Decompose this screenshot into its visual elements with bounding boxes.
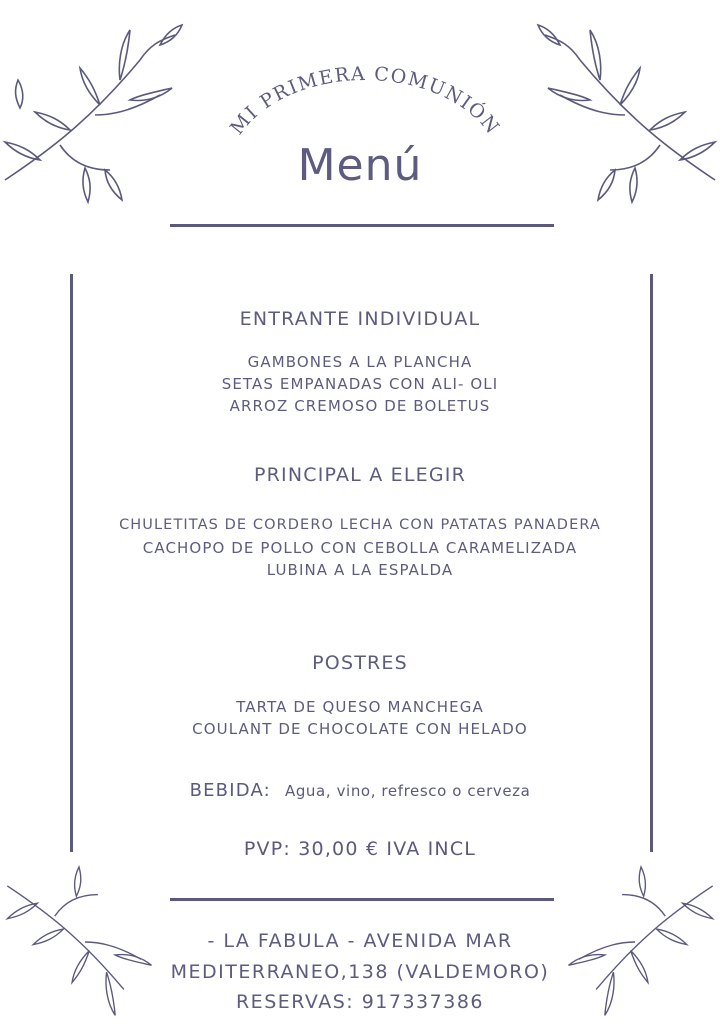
- menu-item: LUBINA A LA ESPALDA: [266, 561, 454, 579]
- menu-item: SETAS EMPANADAS CON ALI- OLI: [221, 375, 499, 393]
- svg-text:MI PRIMERA COMUNIÓN: MI PRIMERA COMUNIÓN: [226, 62, 505, 140]
- drinks-label: BEBIDA:: [189, 780, 271, 801]
- top-divider: [170, 224, 554, 227]
- menu-item: ARROZ CREMOSO DE BOLETUS: [229, 397, 491, 415]
- drinks-line: [0, 780, 720, 801]
- section-heading-principal: PRINCIPAL A ELEGIR: [254, 464, 466, 486]
- section-heading-postres: POSTRES: [312, 652, 408, 674]
- section-heading-entrante: ENTRANTE INDIVIDUAL: [239, 308, 481, 330]
- footer-address: MEDITERRANEO,138 (VALDEMORO): [170, 961, 550, 983]
- menu-item: CHULETITAS DE CORDERO LECHA CON PATATAS PANADERA: [119, 517, 601, 533]
- menu-item: GAMBONES A LA PLANCHA: [247, 353, 473, 371]
- menu-item: TARTA DE QUESO MANCHEGA: [236, 698, 484, 716]
- menu-item: COULANT DE CHOCOLATE CON HELADO: [192, 720, 528, 738]
- footer-reservations: RESERVAS: 917337386: [235, 991, 484, 1013]
- menu-item: CACHOPO DE POLLO CON CEBOLLA CARAMELIZADA: [142, 539, 578, 557]
- footer-line: - LA FABULA - AVENIDA MAR: [207, 930, 513, 952]
- price: PVP: 30,00 € IVA INCL: [243, 838, 477, 860]
- page-title: Menú: [297, 140, 423, 191]
- bottom-divider: [170, 898, 554, 901]
- drinks-value: Agua, vino, refresco o cerveza: [284, 782, 531, 800]
